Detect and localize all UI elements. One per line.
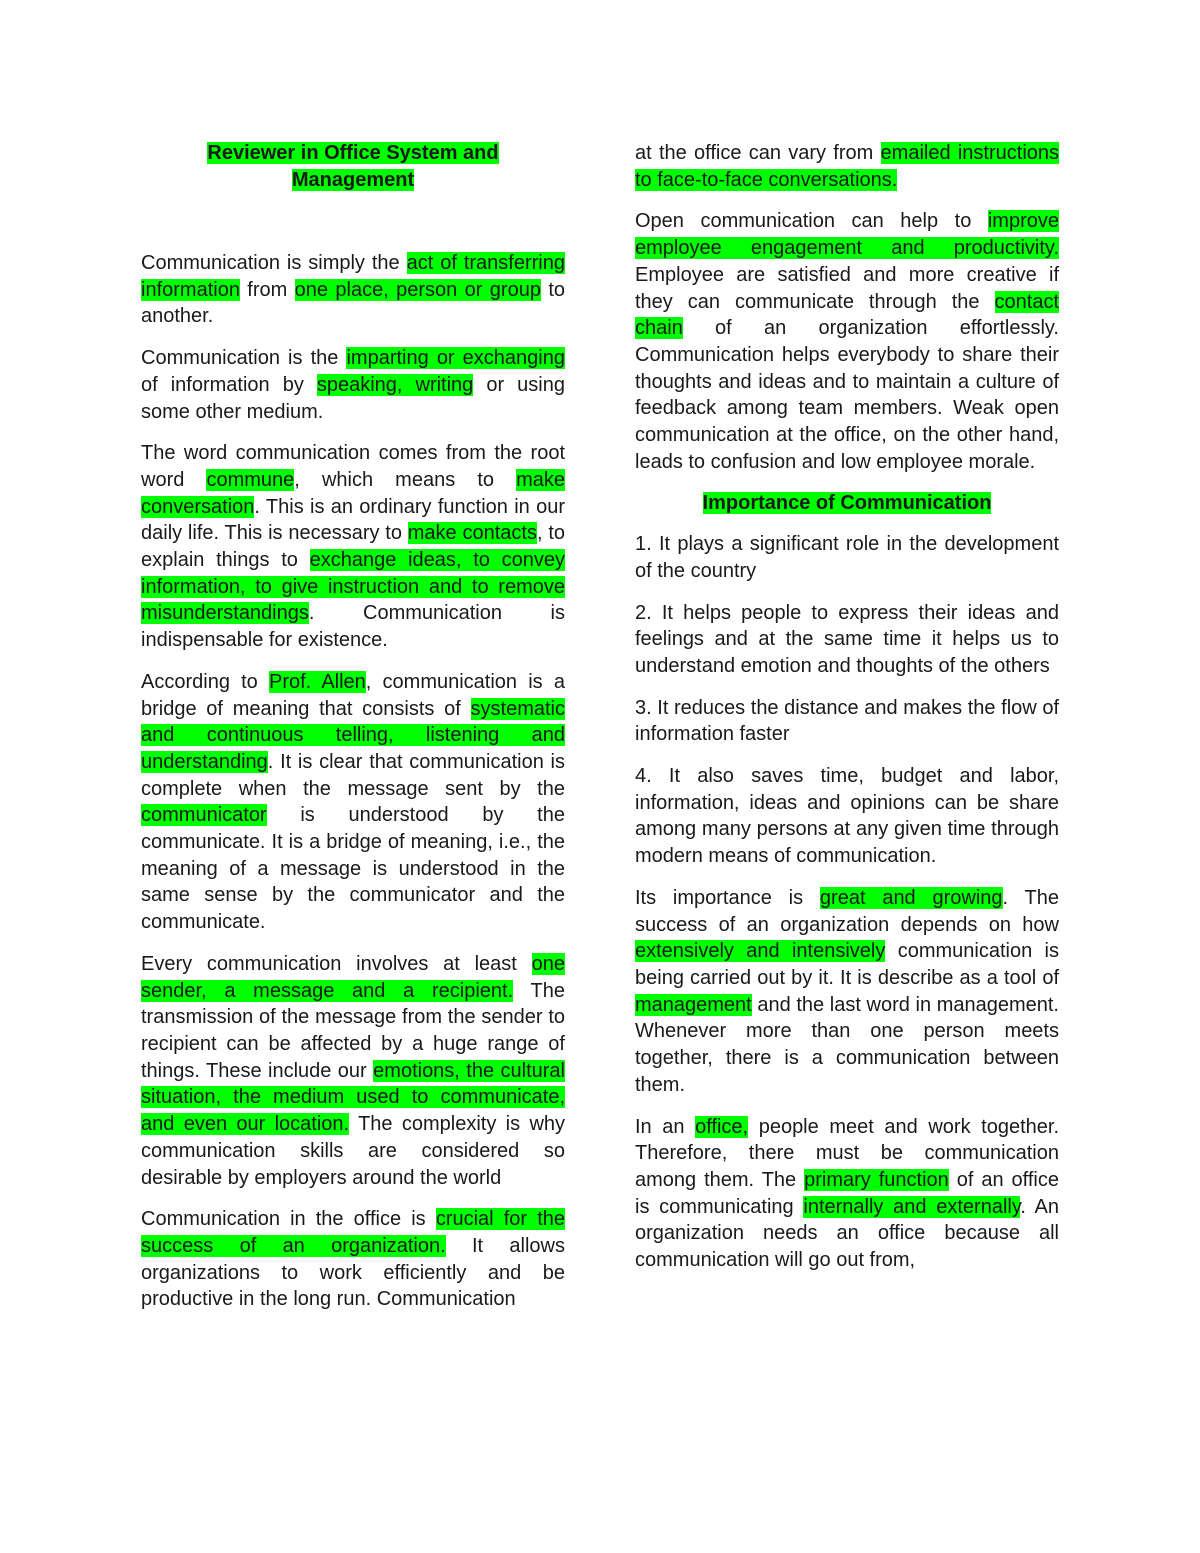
text-run: of information by [141,373,317,396]
list-item: 2. It helps people to express their ideas and feelings and at the same time it helps us to understand emotion and thoughts of the others [635,601,1059,677]
paragraph-importance [635,885,1059,1099]
text-run: people meet and work together. Therefore, there must be communication among them. The [635,1115,1059,1191]
text-run: from [239,278,295,301]
title-line-2: Management [291,169,415,191]
paragraph-continuation [635,140,1059,193]
highlight-run: imparting or exchanging [346,347,565,370]
paragraph-every-communication [141,951,565,1191]
text-run: . An organization needs an office because all communication will go out from, [635,1195,1059,1272]
text-run: Employee are satisfied and more creative if they can communicate through the [635,263,1059,313]
paragraph-imparting [141,345,565,425]
list-item: 3. It reduces the distance and makes the flow of information faster [635,696,1059,746]
text-run: of an organization effortlessly. Communication helps everybody to share their thoughts and ideas and to maintain a culture of feedback among team members. Weak open communication at the office, on the other hand, leads to confusion and low employee morale. [635,317,1059,473]
highlight-run: make conversation [141,468,566,518]
section-heading [635,490,1059,517]
highlight-run: systematic and continuous telling, listening and understanding [141,697,565,773]
text-run: is understood by the communicate. It is a bridge of meaning, i.e., the meaning of a message is understood in the same sense by the communicator and the communicate. [141,804,565,934]
text-run: The transmission of the message from the sender to recipient can be affected by a huge range of things. These include our [141,979,565,1082]
text-run: The word communication comes from the root word [141,442,565,491]
text-run: . The success of an organization depends on how [635,886,1059,936]
text-run: Communication is simply the [141,252,407,274]
text-run: to another. [141,278,565,328]
text-run: According to [141,670,269,693]
list-item: 4. It also saves time, budget and labor, information, ideas and opinions can be share among many persons at any given time through modern means of communication. [635,765,1059,868]
text-run: In an [635,1115,696,1138]
text-run: and the last word in management. Whenever more than one person meets together, there is a communication between them. [635,993,1059,1096]
highlight-run: extensively and intensively [635,940,886,963]
highlight-run: management [635,993,752,1016]
highlight-run: communicator [141,804,267,827]
text-run: or using some other medium. [141,373,565,423]
text-run: The complexity is why communication skills are considered so desirable by employers around the world [141,1113,566,1189]
text-run: Communication is the [141,347,347,370]
paragraph-office [635,1114,1059,1274]
text-run: Its importance is [635,886,820,909]
paragraph-commune [141,440,565,654]
paragraph-prof-allen [141,669,565,936]
highlight-run: speaking, writing [316,373,474,396]
paragraph-definition [141,250,565,330]
title-line-1: Reviewer in Office System and [207,142,499,164]
list-item: 1. It plays a significant role in the development of the country [635,533,1059,582]
text-run: of an office is communicating [635,1168,1059,1218]
highlight-run: one sender, a message and a recipient. [141,952,565,1002]
text-run: communication is being carried out by it. It is describe as a tool of [635,940,1060,989]
highlight-run: crucial for the success of an organization. [141,1208,565,1257]
highlight-run: office, [695,1115,749,1138]
highlight-run: make contacts [407,522,537,545]
highlight-run: exchange ideas, to convey information, to give instruction and to remove misunderstandings [141,549,565,625]
highlight-run: commune [206,468,295,491]
highlight-run: emailed instructions to face-to-face conversations. [635,142,1060,191]
highlight-run: internally and externally [803,1195,1021,1218]
highlight-run: contact chain [635,290,1059,340]
section-heading-text: Importance of Communication [702,492,992,515]
text-run: Communication in the office is [141,1208,436,1231]
highlight-run: one place, person or group [294,278,541,301]
highlight-run: act of transferring information [141,252,565,301]
highlight-run: emotions, the cultural situation, the medium used to communicate, and even our location. [141,1059,565,1136]
text-run: , to explain things to [141,522,566,572]
paragraph-open-communication [635,208,1059,475]
text-run: Every communication involves at least [141,952,532,975]
text-run: . Communication is indispensable for existence. [141,602,565,652]
text-run: . This is an ordinary function in our daily life. This is necessary to [141,495,565,545]
text-run: at the office can vary from [635,142,881,164]
text-run: . It is clear that communication is complete when the message sent by the [141,750,565,800]
document-title [141,140,565,194]
highlight-run: primary function [804,1168,949,1191]
text-run: , communication is a bridge of meaning that consists of [141,670,565,720]
text-run: Open communication can help to [635,210,988,233]
highlight-run: Prof. Allen [269,670,366,693]
right-column [635,140,1059,1289]
highlight-run: great and growing [819,886,1003,909]
text-run: , which means to [294,468,517,491]
paragraph-office-communication [141,1206,565,1313]
text-run: It allows organizations to work efficiently and be productive in the long run. Communication [141,1234,565,1311]
highlight-run: improve employee engagement and productivity. [635,210,1059,260]
left-column [141,140,565,1328]
